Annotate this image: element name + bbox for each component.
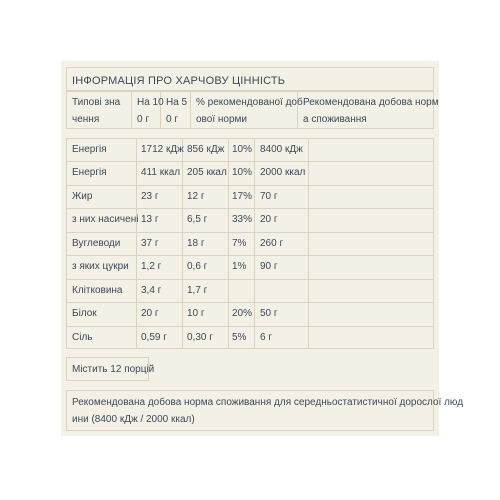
value-per50: 18 г [187,237,205,249]
value-recommended: 260 г [260,237,284,249]
value-per50: 12 г [187,190,205,202]
value-per100: 411 ккал [141,167,181,179]
value-recommended: 50 г [260,308,278,320]
nutrient-name: Білок [72,308,97,320]
value-per100: 1712 кДж [141,144,184,155]
header-col-per50: На 5 0 г [166,97,188,125]
value-percent: 33% [232,214,253,226]
value-per50: 0,30 г [187,331,213,343]
value-percent: 17% [232,190,253,202]
value-per100: 1,2 г [141,261,162,273]
value-per50: 10 г [187,308,205,320]
header-col-percent: % рекомендованої доб ової норми [196,97,303,125]
value-per100: 13 г [141,214,159,226]
nutrient-name: з них насичені [72,214,139,226]
nutrient-name: з яких цукри [72,261,129,273]
value-percent: 10% [232,144,253,155]
value-per100: 20 г [141,308,159,320]
value-recommended: 20 г [260,214,278,226]
value-percent: 1% [232,261,247,273]
value-percent: 10% [232,167,253,179]
header-col-recommended: Рекомендована добова норм а споживання [303,97,439,125]
nutrient-name: Сіль [72,331,93,343]
value-percent: 7% [232,237,247,249]
value-recommended: 6 г [260,331,272,343]
value-per100: 37 г [141,237,159,249]
value-per100: 23 г [141,190,159,202]
header-col-per100: На 10 0 г [137,97,164,125]
nutrient-name: Жир [72,190,93,202]
value-recommended: 2000 ккал [260,167,306,179]
portions-text: Містить 12 порцій [72,364,155,375]
value-per50: 6,5 г [187,214,208,226]
value-per50: 856 кДж [187,144,225,155]
nutrient-name: Вуглеводи [72,237,121,249]
value-recommended: 70 г [260,190,278,202]
value-per50: 205 ккал [187,167,227,179]
footnote-text: Рекомендована добова норма споживання для середньостатистичної дорослої люд ини (8400 кДж / 2000 ккал) [72,397,464,425]
value-per50: 0,6 г [187,261,208,273]
value-per100: 0,59 г [141,331,167,343]
nutrient-name: Енергія [72,167,107,179]
value-recommended: 90 г [260,261,278,273]
value-recommended: 8400 кДж [260,144,303,155]
header-col-typical: Типові зна чення [72,97,121,125]
value-per100: 3,4 г [141,284,162,296]
page-title: ІНФОРМАЦІЯ ПРО ХАРЧОВУ ЦІННІСТЬ [72,75,286,87]
value-percent: 5% [232,331,247,343]
value-per50: 1,7 г [187,284,208,296]
nutrient-name: Енергія [72,144,107,155]
value-percent: 20% [232,308,253,320]
nutrient-name: Клітковина [72,284,123,296]
